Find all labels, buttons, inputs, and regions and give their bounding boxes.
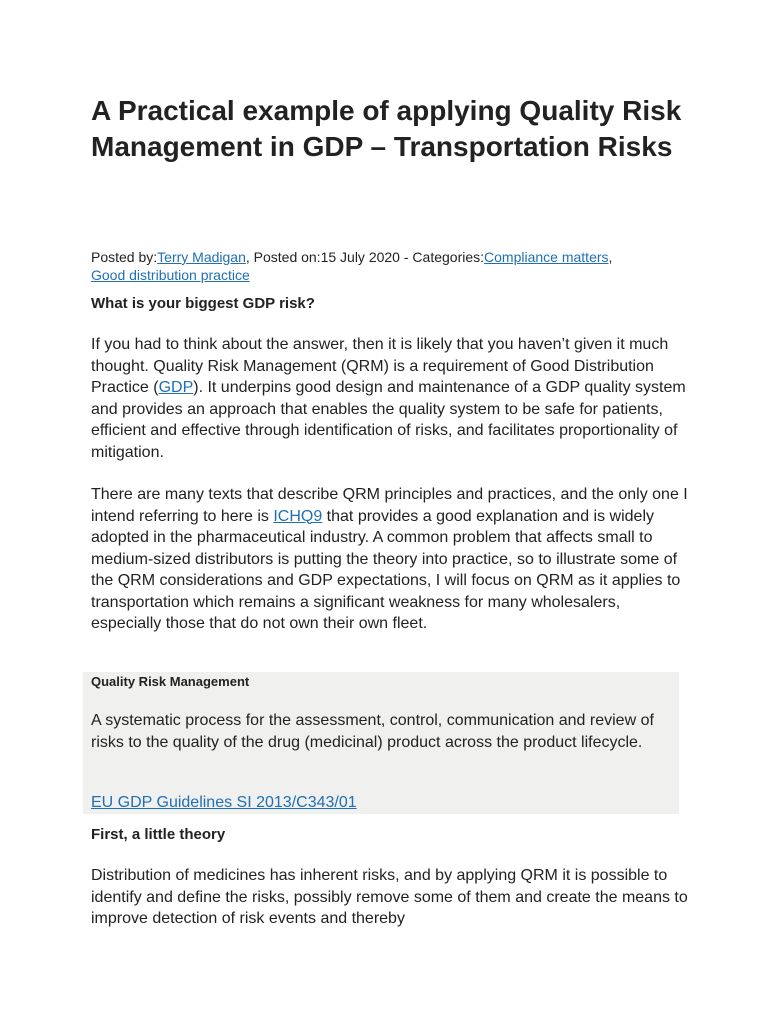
posted-on-label: , Posted on: <box>245 249 321 265</box>
gdp-link[interactable]: GDP <box>158 379 194 396</box>
paragraph-qrm-text-b: that provides a good explanation and is widely adopted in the pharmaceutical industry. A common problem that affects small to medium-sized distributors is putting the theory into practice, so to illustrate some of the QRM considerations and GDP expectations, I will focus on QRM as it applies to transportation which remains a significant weakness for many wholesalers, especially those that do not own their own fleet. <box>91 507 681 632</box>
paragraph-theory: Distribution of medicines has inherent risks, and by applying QRM it is possible to identify and define the risks, possibly remove some of them and create the means to improve detection of risk events and thereby <box>91 867 688 927</box>
paragraph-qrm-text-a: There are many texts that describe QRM principles and practices, and the only one I intend referring to here is <box>91 486 688 525</box>
categories-label: - Categories: <box>399 249 485 265</box>
post-date: 15 July 2020 <box>320 249 400 265</box>
definition-source <box>91 792 357 813</box>
definition-box <box>83 672 679 814</box>
definition-text: A systematic process for the assessment, control, communication and review of risks to the quality of the drug (medicinal) product across the product lifecycle. <box>91 712 654 751</box>
post-meta <box>91 248 631 284</box>
category-separator: , <box>608 249 613 265</box>
posted-by-label: Posted by: <box>91 249 158 265</box>
article-title: A Practical example of applying Quality Risk Management in GDP – Transportation Risks <box>91 95 682 162</box>
paragraph-qrm-texts <box>91 484 691 635</box>
eu-gdp-guidelines-link[interactable]: EU GDP Guidelines SI 2013/C343/01 <box>91 794 357 811</box>
definition-title: Quality Risk Management <box>91 674 250 689</box>
paragraph-intro-text-a: If you had to think about the answer, then it is likely that you haven’t given it much thought. Quality Risk Management (QRM) is a requirement of Good Distribution Practice ( <box>91 336 669 396</box>
author-link[interactable]: Terry Madigan <box>157 249 246 265</box>
category-link-compliance[interactable]: Compliance matters <box>484 249 609 265</box>
category-link-gdp[interactable]: Good distribution practice <box>91 267 250 283</box>
section-heading-theory: First, a little theory <box>91 826 226 843</box>
paragraph-intro <box>91 334 691 463</box>
ichq9-link[interactable]: ICHQ9 <box>273 507 323 525</box>
section-heading-biggest-risk: What is your biggest GDP risk? <box>91 295 315 312</box>
paragraph-intro-text-b: ). It underpins good design and maintenance of a GDP quality system and provides an approach that enables the quality system to be safe for patients, efficient and effective through identification of risks, and facilitates proportionality of mitigation. <box>91 379 686 461</box>
